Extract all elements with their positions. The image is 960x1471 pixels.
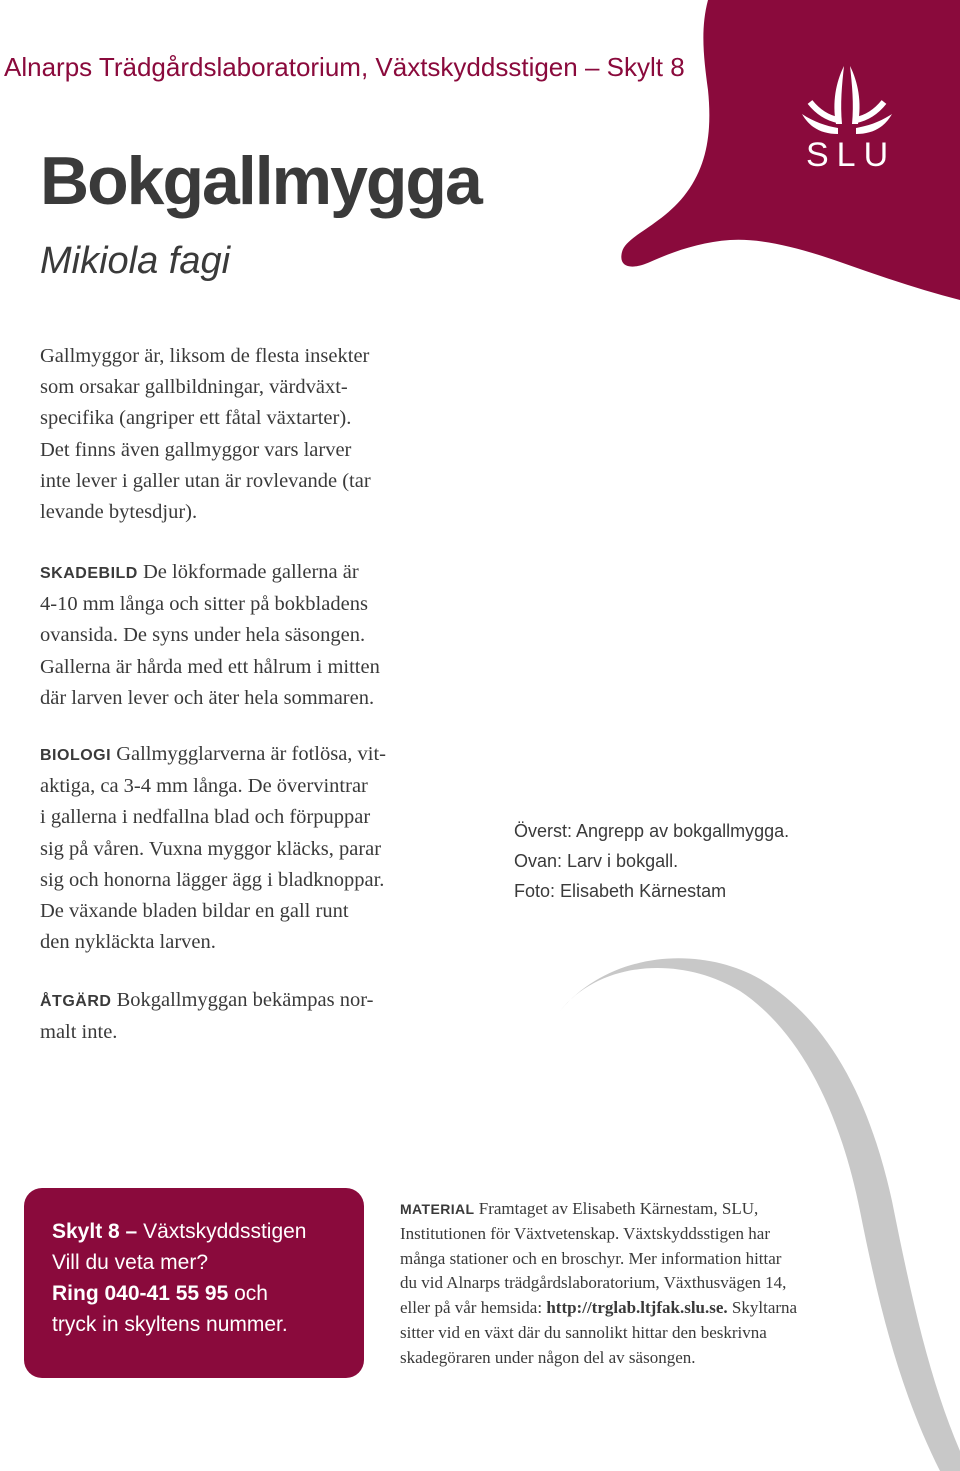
caption-line: Foto: Elisabeth Kärnestam xyxy=(514,881,727,901)
material-line: skadegöraren under någon del av säsongen. xyxy=(400,1347,696,1367)
material-line5-post: Skyltarna xyxy=(727,1298,798,1318)
atgard-label: ÅTGÄRD xyxy=(40,993,112,1010)
material-line: du vid Alnarps trädgårdslaboratorium, Växthusvägen 14, xyxy=(400,1273,787,1293)
biologi-line: aktiga, ca 3-4 mm långa. De övervintrar xyxy=(40,775,368,798)
intro-line: specifika (angriper ett fåtal växtarter). xyxy=(40,407,352,430)
info-box xyxy=(24,1188,364,1378)
atgard-first-line: Bokgallmyggan bekämpas nor- xyxy=(116,989,374,1011)
biologi-line: De växande bladen bildar en gall runt xyxy=(40,900,349,923)
info-skylt-bold: Skylt 8 – xyxy=(52,1220,138,1243)
page-title: Bokgallmygga xyxy=(40,143,481,219)
material-line5-pre: eller på vår hemsida: xyxy=(400,1298,547,1318)
header-subtitle: Alnarps Trädgårdslaboratorium, Växtskyddsstigen – Skylt 8 xyxy=(4,52,685,82)
intro-line: inte lever i galler utan är rovlevande (tar xyxy=(40,469,371,492)
biologi-line: den nykläckta larven. xyxy=(40,931,216,954)
material-line: sitter vid en växt där du sannolikt hittar den beskrivna xyxy=(400,1322,767,1342)
material-first-line: Framtaget av Elisabeth Kärnestam, SLU, xyxy=(478,1199,759,1218)
caption-line: Ovan: Larv i bokgall. xyxy=(514,851,679,871)
material-line: Institutionen för Växtvetenskap. Växtskyddsstigen har xyxy=(400,1223,771,1243)
atgard-line: malt inte. xyxy=(40,1021,118,1044)
biologi-line: sig och honorna lägger ägg i bladknoppar. xyxy=(40,868,385,891)
info-question: Vill du veta mer? xyxy=(52,1251,209,1274)
skadebild-line: Gallerna är hårda med ett hålrum i mitten xyxy=(40,655,380,678)
biologi-line: i gallerna i nedfallna blad och förpuppar xyxy=(40,806,371,829)
photo-caption xyxy=(514,816,789,906)
skadebild-line: där larven lever och äter hela sommaren. xyxy=(40,686,375,709)
intro-paragraph xyxy=(40,341,371,528)
intro-line: Gallmyggor är, liksom de flesta insekter xyxy=(40,345,370,367)
info-phone-rest: och xyxy=(228,1282,268,1305)
intro-line: som orsakar gallbildningar, värdväxt- xyxy=(40,376,348,399)
info-last-line: tryck in skyltens nummer. xyxy=(52,1313,288,1336)
skadebild-label: SKADEBILD xyxy=(40,565,138,582)
website-link[interactable]: http://trglab.ltjfak.slu.se. xyxy=(546,1298,728,1318)
biologi-first-line: Gallmygglarverna är fotlösa, vit- xyxy=(116,743,387,765)
intro-line: Det finns även gallmyggor vars larver xyxy=(40,438,352,461)
latin-name: Mikiola fagi xyxy=(40,240,231,282)
caption-line: Överst: Angrepp av bokgallmygga. xyxy=(514,821,790,841)
skadebild-first-line: De lökformade gallerna är xyxy=(142,561,359,583)
slu-logo-text: SLU xyxy=(806,136,897,174)
atgard-paragraph xyxy=(40,985,373,1048)
intro-line: levande bytesdjur). xyxy=(40,501,198,524)
material-label: MATERIAL xyxy=(400,1201,475,1217)
biologi-paragraph xyxy=(40,739,386,958)
info-skylt-rest: Växtskyddsstigen xyxy=(137,1220,307,1243)
material-paragraph xyxy=(400,1197,890,1371)
info-phone[interactable]: Ring 040-41 55 95 xyxy=(52,1282,229,1305)
biologi-label: BIOLOGI xyxy=(40,747,112,764)
skadebild-line: 4-10 mm långa och sitter på bokbladens xyxy=(40,593,368,616)
biologi-line: sig på våren. Vuxna myggor kläcks, parar xyxy=(40,837,382,860)
skadebild-line: ovansida. De syns under hela säsongen. xyxy=(40,624,366,647)
skadebild-paragraph xyxy=(40,557,380,714)
material-line: många stationer och en broschyr. Mer information hittar xyxy=(400,1248,782,1268)
